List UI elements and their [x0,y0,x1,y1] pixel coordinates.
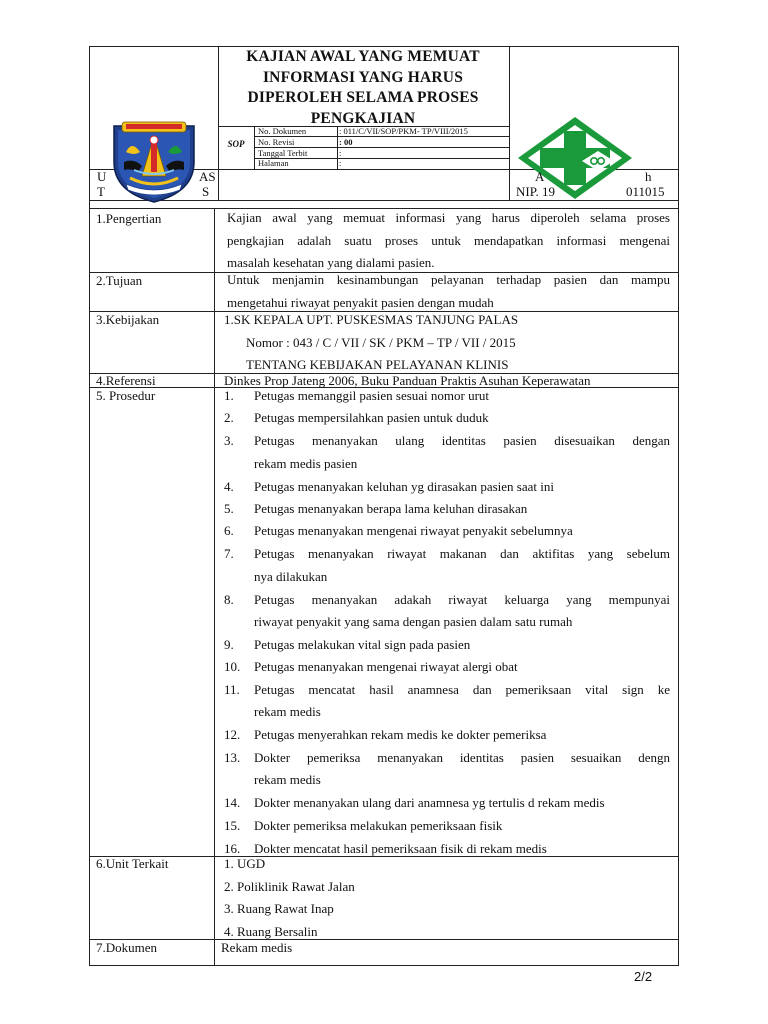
unit-terkait-item: 3. Ruang Rawat Inap [224,901,334,916]
prosedur-item-number: 1. [224,388,234,403]
prosedur-item-text: Petugas mencatat hasil anamnesa dan pemeriksaan vital sign ke [254,682,670,697]
kebijakan-text [224,309,670,377]
prosedur-item-number: 10. [224,659,241,674]
dokumen-text: Rekam medis [221,940,293,955]
prosedur-item-text: Dokter pemeriksa melakukan pemeriksaan fisik [254,818,503,833]
page-number: 2/2 [634,969,653,984]
document-title [218,47,508,129]
meta-value-halaman: : [339,158,342,168]
prosedur-item-number: 12. [224,727,241,742]
right-header-line-2-start: NIP. 19 [516,184,556,199]
unit-terkait-item: 1. UGD [224,856,266,871]
header-divider-right [509,46,510,200]
prosedur-item-text: Petugas menyerahkan rekam medis ke dokter pemeriksa [254,727,547,742]
referensi-text: Dinkes Prop Jateng 2006, Buku Panduan Praktis Asuhan Keperawatan [224,373,591,388]
meta-label-halaman: Halaman [258,158,289,168]
prosedur-item-text: Dokter mencatat hasil pemeriksaan fisik di rekam medis [254,841,547,856]
prosedur-item-number: 8. [224,592,234,607]
unit-terkait-item: 4. Ruang Bersalin [224,923,318,939]
prosedur-item-text: Petugas menanyakan ulang identitas pasien disesuaikan dengan [254,433,670,448]
prosedur-item-text: Dokter menanyakan ulang dari anamnesa yg tertulis d rekam medis [254,795,605,810]
tujuan-line-2: mengetahui riwayat penyakit pasien dengan mudah [227,294,494,310]
prosedur-item-text-line-2: nya dilakukan [254,569,328,584]
meta-label-no-dokumen: No. Dokumen [258,126,307,136]
tujuan-text [227,269,670,314]
prosedur-item-text: Petugas menanyakan mengenai riwayat penyakit sebelumnya [254,523,573,538]
prosedur-item-text: Petugas mempersilahkan pasien untuk duduk [254,410,489,425]
left-header-line-2-end: S [202,184,210,199]
label-dokumen: 7.Dokumen [96,940,158,955]
right-header-line-1-end: h [645,169,652,184]
prosedur-item-text: Petugas menanyakan keluhan yg dirasakan pasien saat ini [254,479,554,494]
left-header-line-1-start: U [97,169,107,184]
prosedur-item-number: 5. [224,501,234,516]
pengertian-line-1: Kajian awal yang memuat informasi yang harus diperoleh selama proses [227,210,670,225]
label-kebijakan: 3.Kebijakan [96,312,160,327]
title-line-4: PENGKAJIAN [310,109,416,127]
left-header-line-1-end: AS [199,169,216,184]
prosedur-item-text: Petugas menanyakan riwayat makanan dan aktifitas yang sebelum [254,546,670,561]
prosedur-item-number: 15. [224,818,241,833]
prosedur-item-number: 9. [224,637,234,652]
label-tujuan: 2.Tujuan [96,273,143,288]
prosedur-item-text-line-2: rekam medis pasien [254,456,358,471]
pengertian-line-3: masalah kesehatan yang dialami pasien. [227,255,435,270]
prosedur-item-text-line-2: rekam medis [254,772,321,787]
prosedur-item-number: 7. [224,546,234,561]
label-column-divider [214,208,215,966]
prosedur-item-text: Petugas melakukan vital sign pada pasien [254,637,471,652]
prosedur-item-text: Petugas menanyakan mengenai riwayat alergi obat [254,659,518,674]
right-header-line-2-end: 011015 [626,184,665,199]
kebijakan-line-2: Nomor : 043 / C / VII / SK / PKM – TP / VII / 2015 [246,334,516,350]
title-line-2: INFORMASI YANG HARUS [262,68,464,86]
unit-terkait-item: 2. Poliklinik Rawat Jalan [224,878,355,894]
kebijakan-line-1: 1.SK KEPALA UPT. PUSKESMAS TANJUNG PALAS [224,312,519,327]
prosedur-item-text: Petugas memanggil pasien sesuai nomor urut [254,388,490,403]
meta-value-no-revisi: : 00 [339,137,353,147]
prosedur-item-number: 4. [224,479,234,494]
label-referensi: 4.Referensi [96,373,156,388]
prosedur-item-number: 6. [224,523,234,538]
prosedur-item-text-line-2: riwayat penyakit yang sama dengan pasien dalam satu rumah [254,614,573,629]
prosedur-item-number: 16. [224,841,241,856]
prosedur-item-number: 14. [224,795,241,810]
meta-label-tanggal-terbit: Tanggal Terbit [258,147,308,158]
prosedur-item-text: Petugas menanyakan adakah riwayat keluarga yang mempunyai [254,592,670,607]
tujuan-line-1: Untuk menjamin kesinambungan pelayanan terhadap pasien dan mampu [227,272,670,287]
left-header-line-2-start: T [97,184,105,199]
title-line-3: DIPEROLEH SELAMA PROSES [247,89,479,106]
right-header-line-1-start: A [535,169,545,184]
label-pengertian: 1.Pengertian [96,211,162,226]
title-line-1: KAJIAN AWAL YANG MEMUAT [246,48,480,65]
meta-value-tanggal-terbit: : [339,147,342,158]
kabupaten-emblem-icon [104,112,204,204]
prosedur-item-number: 2. [224,410,234,425]
prosedur-item-text: Dokter pemeriksa menanyakan identitas pasien sesuaikan dengn [254,750,670,765]
meta-label-no-revisi: No. Revisi [258,137,295,147]
label-prosedur: 5. Prosedur [96,388,156,403]
pengertian-text [227,207,670,275]
prosedur-item-number: 13. [224,750,241,765]
kebijakan-line-3: TENTANG KEBIJAKAN PELAYANAN KLINIS [246,357,509,372]
sop-label: SOP [227,139,245,149]
label-unit-terkait: 6.Unit Terkait [96,856,169,871]
meta-line-3 [254,158,509,159]
prosedur-item-text-line-2: rekam medis [254,704,321,719]
prosedur-item-number: 11. [224,682,240,697]
unit-terkait-list [224,853,670,943]
meta-col-divider [337,126,338,169]
prosedur-item-number: 3. [224,433,234,448]
prosedur-item-text: Petugas menanyakan berapa lama keluhan dirasakan [254,501,528,516]
pengertian-line-2: pengkajian adalah suatu proses untuk mendapatkan informasi mengenai [227,232,670,248]
meta-value-no-dokumen: : 011/C/VII/SOP/PKM- TP/VIII/2015 [339,126,468,136]
